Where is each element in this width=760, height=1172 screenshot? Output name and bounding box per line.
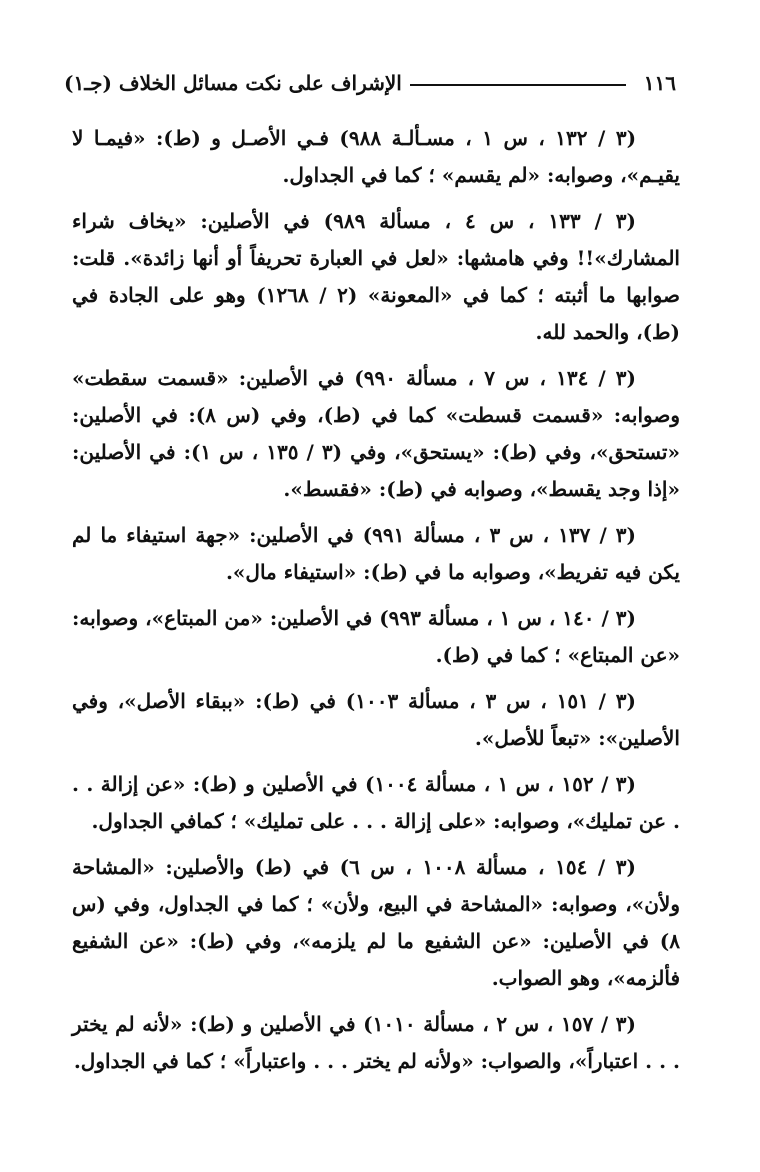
- running-title: الإشراف على نكت مسائل الخلاف (جـ١): [64, 71, 402, 95]
- errata-entry: (٣ / ١٣٧ ، س ٣ ، مسألة ٩٩١) في الأصلين: «جهة استيفاء ما لم يكن فيه تفريط»، وصوابه ما في (ط): «استيفاء مال».: [72, 523, 680, 584]
- errata-entry: (٣ / ١٣٣ ، س ٤ ، مسألة ٩٨٩) في الأصلين: «يخاف شراء المشارك»!! وفي هامشها: «لعل في العبارة تحريفاً أو أنها زائدة». قلت: صوابها ما أثبته ؛ كما في «المعونة» (٢ / ١٢٦٨) وهو على الجادة في (ط)، والحمد لله.: [72, 209, 680, 344]
- page-header: [64, 66, 676, 100]
- errata-entry: (٣ / ١٣٢ ، س ١ ، مسـألـة ٩٨٨) فـي الأصـل و (ط): «فيمـا لا يقيـم»، وصوابه: «لم يقسم» ؛ كما في الجداول.: [72, 126, 680, 187]
- page-number: ١١٦: [643, 71, 676, 95]
- errata-entry: (٣ / ١٥٧ ، س ٢ ، مسألة ١٠١٠) في الأصلين و (ط): «لأنه لم يختر . . . اعتباراً»، والصواب: «ولأنه لم يختر . . . واعتباراً» ؛ كما في الجداول.: [72, 1012, 680, 1073]
- header-rule: [410, 84, 626, 86]
- errata-entry: (٣ / ١٥١ ، س ٣ ، مسألة ١٠٠٣) في (ط): «ببقاء الأصل»، وفي الأصلين»: «تبعاً للأصل».: [72, 689, 680, 750]
- errata-entry: (٣ / ١٥٤ ، مسألة ١٠٠٨ ، س ٦) في (ط) والأصلين: «المشاحة ولأن»، وصوابه: «المشاحة في البيع، ولأن» ؛ كما في الجداول، وفي (س ٨) في الأصلين: «عن الشفيع ما لم يلزمه»، وفي (ط): «عن الشفيع فألزمه»، وهو الصواب.: [72, 855, 680, 990]
- errata-list: [72, 120, 680, 1089]
- errata-entry: (٣ / ١٥٢ ، س ١ ، مسألة ١٠٠٤) في الأصلين و (ط): «عن إزالة . . . عن تمليك»، وصوابه: «على إزالة . . . على تمليك» ؛ كمافي الجداول.: [72, 772, 680, 833]
- errata-entry: (٣ / ١٣٤ ، س ٧ ، مسألة ٩٩٠) في الأصلين: «قسمت سقطت» وصوابه: «قسمت قسطت» كما في (ط)، وفي (س ٨): في الأصلين: «تستحق»، وفي (ط): «يستحق»، وفي (٣ / ١٣٥ ، س ١): في الأصلين: «إذا وجد يقسط»، وصوابه في (ط): «فقسط».: [72, 366, 680, 501]
- errata-entry: (٣ / ١٤٠ ، س ١ ، مسألة ٩٩٣) في الأصلين: «من المبتاع»، وصوابه: «عن المبتاع» ؛ كما في (ط).: [72, 606, 680, 667]
